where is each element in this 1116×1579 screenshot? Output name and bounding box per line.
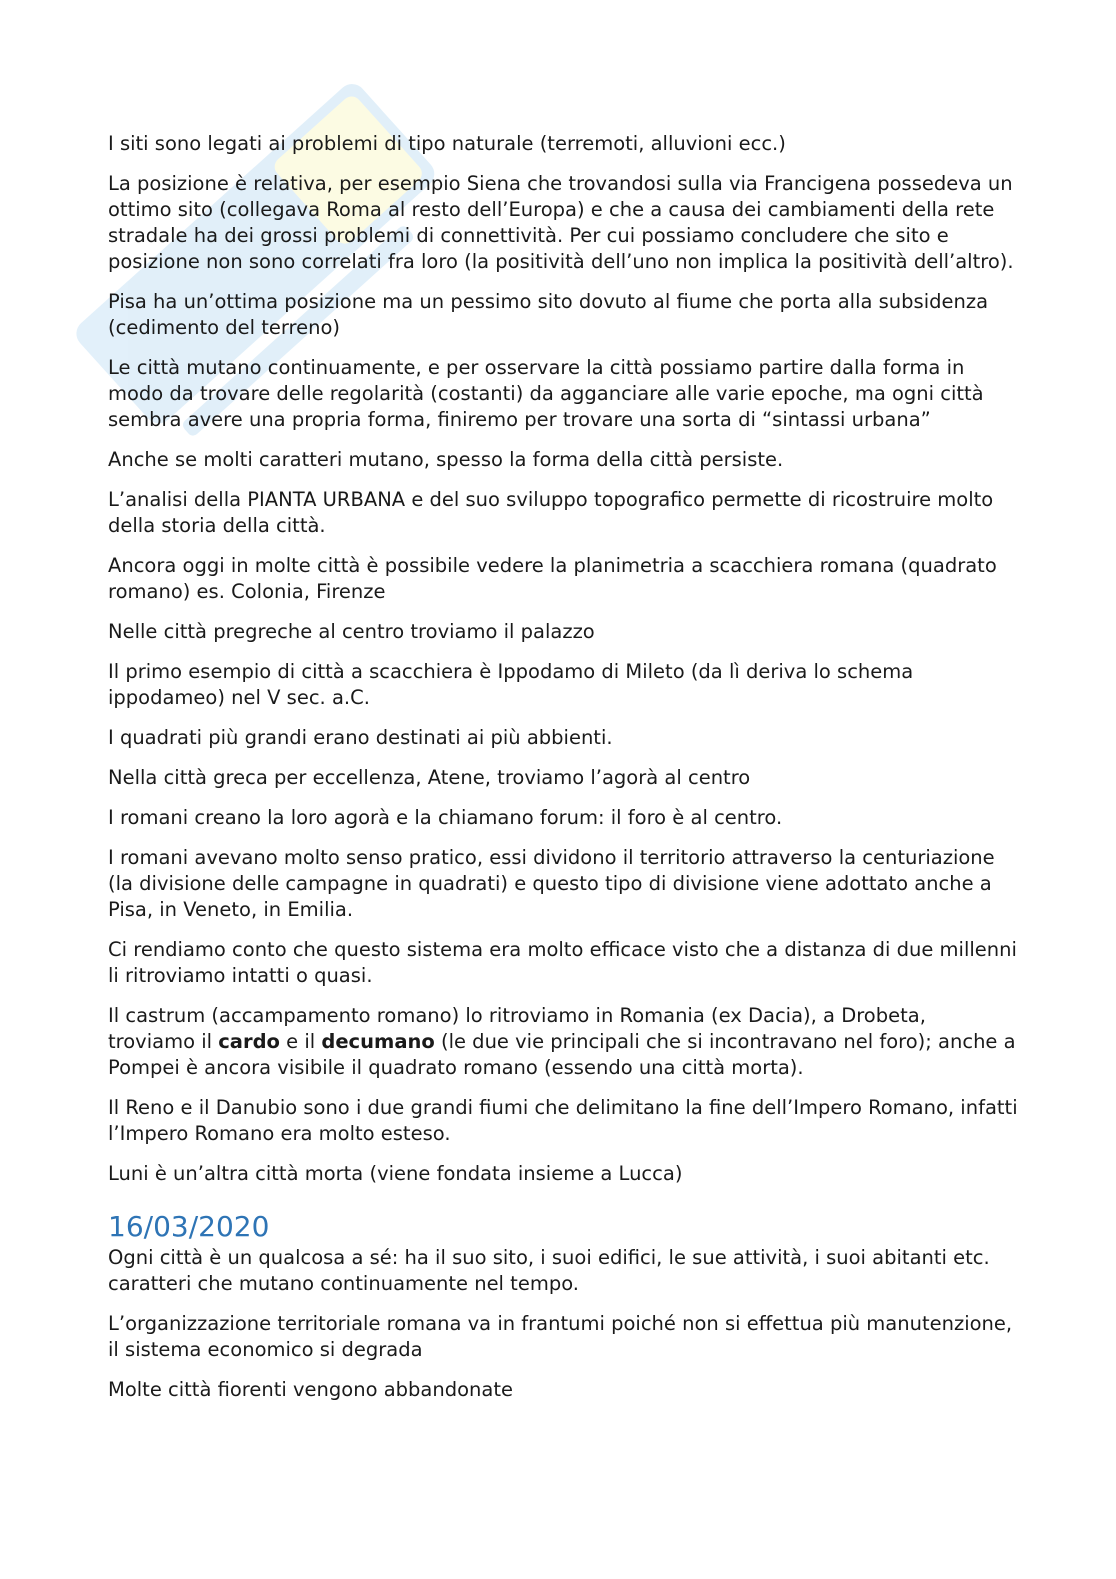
paragraph-posizione: La posizione è relativa, per esempio Siena che trovandosi sulla via Francigena possedeva un ottimo sito (collegava Roma al resto dell’Europa) e che a causa dei cambiamenti della rete stradale ha dei grossi problemi di connettività. Per cui possiamo concludere che sito e posizione non sono correlati fra loro (la positività dell’uno non implica la positività dell’altro). bbox=[108, 172, 1014, 273]
term-cardo: cardo bbox=[218, 1030, 280, 1053]
paragraph-abbandonate: Molte città fiorenti vengono abbandonate bbox=[108, 1378, 513, 1401]
paragraph-ogni-citta: Ogni città è un qualcosa a sé: ha il suo sito, i suoi edifici, le sue attività, i suoi abitanti etc. caratteri che mutano continuamente nel tempo. bbox=[108, 1246, 990, 1295]
paragraph-atene: Nella città greca per eccellenza, Atene, troviamo l’agorà al centro bbox=[108, 766, 751, 789]
paragraph-castrum bbox=[108, 1003, 1018, 1081]
paragraph-forum: I romani creano la loro agorà e la chiamano forum: il foro è al centro. bbox=[108, 806, 783, 829]
paragraph-reno-danubio: Il Reno e il Danubio sono i due grandi fiumi che delimitano la fine dell’Impero Romano, infatti l’Impero Romano era molto esteso. bbox=[108, 1096, 1018, 1145]
paragraph-siti: I siti sono legati ai problemi di tipo naturale (terremoti, alluvioni ecc.) bbox=[108, 132, 786, 155]
date-heading: 16/03/2020 bbox=[108, 1210, 270, 1243]
document-page bbox=[108, 131, 1018, 1417]
paragraph-ippodamo: Il primo esempio di città a scacchiera è Ippodamo di Mileto (da lì deriva lo schema ippodameo) nel V sec. a.C. bbox=[108, 660, 914, 709]
paragraph-quadrati: I quadrati più grandi erano destinati ai più abbienti. bbox=[108, 726, 613, 749]
term-decumano: decumano bbox=[321, 1030, 435, 1053]
paragraph-forma-persiste: Anche se molti caratteri mutano, spesso la forma della città persiste. bbox=[108, 448, 784, 471]
paragraph-organizzazione: L’organizzazione territoriale romana va in frantumi poiché non si effettua più manutenzione, il sistema economico si degrada bbox=[108, 1312, 1013, 1361]
paragraph-scacchiera-romana: Ancora oggi in molte città è possibile vedere la planimetria a scacchiera romana (quadrato romano) es. Colonia, Firenze bbox=[108, 554, 997, 603]
paragraph-pisa: Pisa ha un’ottima posizione ma un pessimo sito dovuto al fiume che porta alla subsidenza (cedimento del terreno) bbox=[108, 290, 989, 339]
paragraph-centuriazione: I romani avevano molto senso pratico, essi dividono il territorio attraverso la centuriazione (la divisione delle campagne in quadrati) e questo tipo di divisione viene adottato anche a Pisa, in Veneto, in Emilia. bbox=[108, 846, 995, 921]
castrum-text-1: Il castrum (accampamento romano) lo ritroviamo in Romania (ex Dacia), a Drobeta, troviamo il bbox=[108, 1004, 926, 1053]
paragraph-efficace: Ci rendiamo conto che questo sistema era molto efficace visto che a distanza di due millenni li ritroviamo intatti o quasi. bbox=[108, 938, 1017, 987]
paragraph-citta-mutano: Le città mutano continuamente, e per osservare la città possiamo partire dalla forma in modo da trovare delle regolarità (costanti) da agganciare alle varie epoche, ma ogni città sembra avere una propria forma, finiremo per trovare una sorta di “sintassi urbana” bbox=[108, 356, 984, 431]
castrum-text-3: (le due vie principali che si incontravano nel foro); anche a Pompei è ancora visibile il quadrato romano (essendo una città morta). bbox=[108, 1030, 1016, 1079]
paragraph-pianta-urbana: L’analisi della PIANTA URBANA e del suo sviluppo topografico permette di ricostruire molto della storia della città. bbox=[108, 488, 994, 537]
paragraph-pregreche: Nelle città pregreche al centro troviamo il palazzo bbox=[108, 620, 595, 643]
castrum-text-2: e il bbox=[279, 1030, 322, 1053]
paragraph-luni: Luni è un’altra città morta (viene fondata insieme a Lucca) bbox=[108, 1162, 683, 1185]
